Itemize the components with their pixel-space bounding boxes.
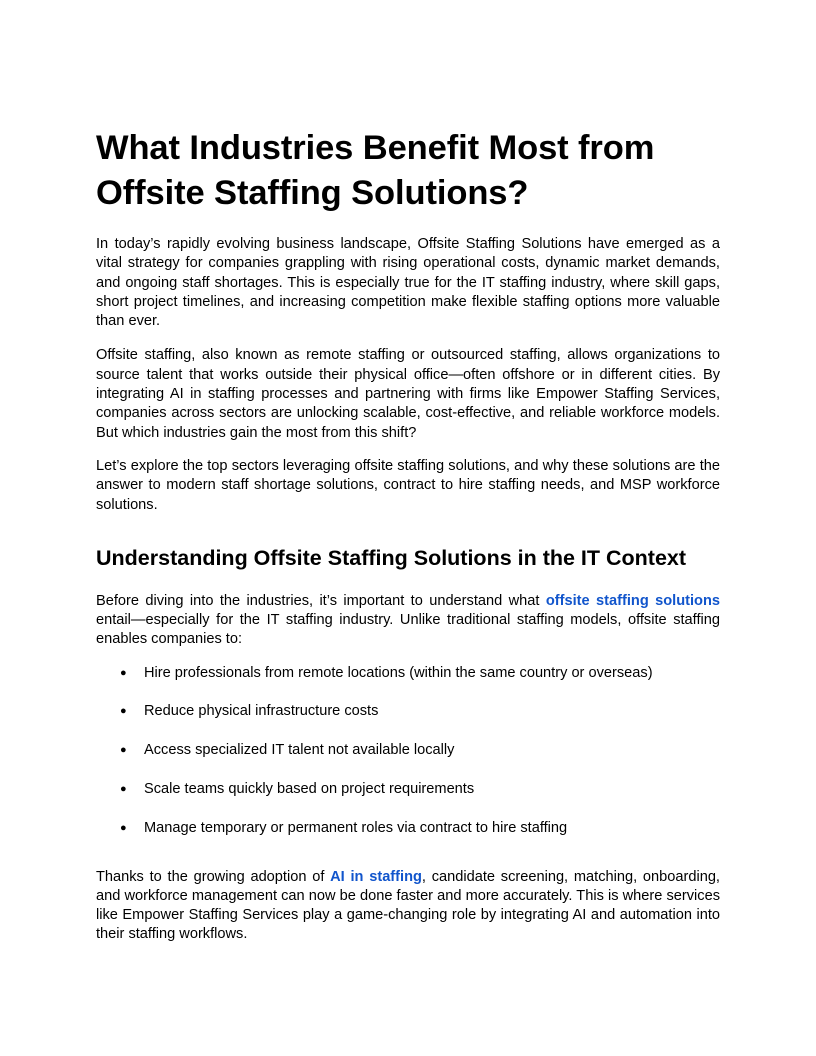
before-paragraph — [96, 592, 720, 650]
list-item — [96, 664, 720, 683]
page-title-line-2: Offsite Staffing Solutions? — [96, 174, 529, 212]
list-item — [96, 819, 720, 838]
offsite-staffing-solutions-link[interactable]: offsite staffing solutions — [545, 592, 720, 609]
page-title — [96, 126, 720, 216]
before-paragraph-prefix: Before diving into the industries, it’s important to understand what — [96, 592, 546, 609]
list-item — [96, 780, 720, 799]
list-item — [96, 741, 720, 760]
list-item-text: Reduce physical infrastructure costs — [144, 703, 379, 720]
thanks-paragraph — [96, 868, 720, 945]
bullet-icon: ● — [120, 705, 127, 718]
section-heading: Understanding Offsite Staffing Solutions in the IT Context — [96, 545, 687, 570]
explore-paragraph: Let’s explore the top sectors leveraging offsite staffing solutions, and why these solutions are the answer to modern staff shortage solutions, contract to hire staffing needs, and MSP workforce solutions. — [96, 457, 720, 513]
list-item-text: Scale teams quickly based on project requirements — [144, 780, 475, 797]
bullet-icon: ● — [120, 744, 127, 757]
thanks-paragraph-suffix: , candidate screening, matching, onboarding, and workforce management can now be done faster and more accurately. This is where services like Empower Staffing Services play a game-changing role by integrating AI and automation into their staffing workflows. — [96, 868, 720, 943]
benefits-list — [96, 664, 720, 838]
thanks-paragraph-prefix: Thanks to the growing adoption of — [96, 868, 331, 885]
bullet-icon: ● — [120, 666, 127, 679]
list-item-text: Access specialized IT talent not available locally — [144, 742, 455, 759]
list-item — [96, 702, 720, 721]
ai-in-staffing-link[interactable]: AI in staffing — [330, 868, 422, 885]
definition-paragraph: Offsite staffing, also known as remote staffing or outsourced staffing, allows organizations to source talent that works outside their physical office—often offshore or in different cities. By integrating AI in staffing processes and partnering with firms like Empower Staffing Services, companies across sectors are unlocking scalable, cost-effective, and reliable workforce models. But which industries gain the most from this shift? — [96, 347, 720, 441]
list-item-text: Manage temporary or permanent roles via contract to hire staffing — [144, 819, 568, 836]
intro-paragraph: In today’s rapidly evolving business landscape, Offsite Staffing Solutions have emerged as a vital strategy for companies grappling with rising operational costs, dynamic market demands, and ongoing staff shortages. This is especially true for the IT staffing industry, where skill gaps, short project timelines, and increasing competition make flexible staffing options more valuable than ever. — [96, 236, 720, 330]
bullet-icon: ● — [120, 782, 127, 795]
page-title-line-1: What Industries Benefit Most from — [96, 129, 655, 167]
list-item-text: Hire professionals from remote locations (within the same country or overseas) — [144, 664, 653, 681]
bullet-icon: ● — [120, 821, 127, 834]
before-paragraph-suffix: entail—especially for the IT staffing industry. Unlike traditional staffing models, offsite staffing enables companies to: — [96, 612, 720, 648]
